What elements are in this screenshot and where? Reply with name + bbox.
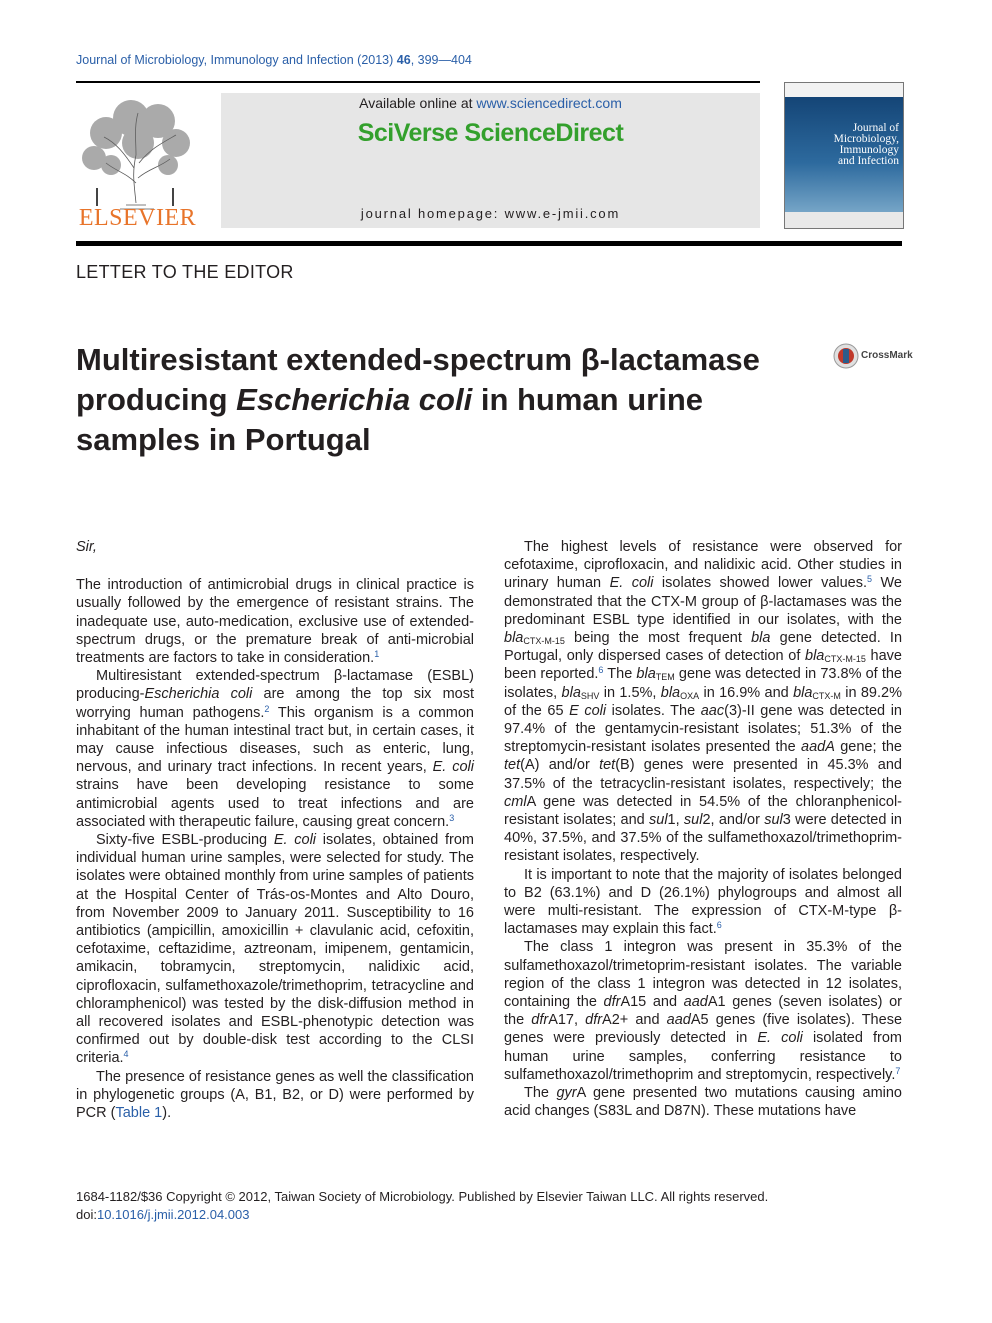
text-run: This organism is a common inhabitant of the human intestinal tract but, in certain cases, it may cause infectious diseases, such as enteric, lung, nervous, and urinary tract infections. In recent years, [76,704,474,776]
text-run: The class 1 integron was present in 35.3% of the sulfamethoxazol/trimetoprim-resistant isolates. The variable region of the class 1 integron was detected in 12 isolates, containing the [504,939,902,1011]
gene-name: bla [504,630,524,647]
gene-name: dfr [603,994,621,1011]
title-line-2-pre: producing [76,382,237,417]
text-run: A17, [548,1012,586,1029]
paragraph [76,831,474,1068]
doi-prefix: doi: [76,1207,97,1222]
text-run: We demonstrated that the CTX-M group of β-lactamases was the predominant ESBL type identified in our isolates, with the [504,575,902,628]
text-run: (3)-II gene was detected in 97.4% of the gentamycin-resistant isolates; 51.3% of the streptomycin-resistant isolates presented the [504,702,902,756]
paragraph [504,938,902,1084]
text-run: Sixty-five ESBL-producing [96,832,274,849]
italic-run: Escherichia coli [144,686,253,703]
copyright-line: 1684-1182/$36 Copyright © 2012, Taiwan Society of Microbiology. Published by Elsevier Taiwan LLC. All rights reserved. [76,1189,769,1204]
cover-top-strip [785,83,903,97]
reference-link[interactable]: 1 [374,649,380,660]
journal-cover-thumbnail [784,82,904,229]
italic-run: E. coli [432,759,474,776]
paragraph [504,866,902,939]
table-1-link[interactable]: Table 1 [115,1105,163,1122]
text-run: have been reported. [504,648,902,683]
gene-name: dfr [585,1012,603,1029]
reference-link[interactable]: 6 [598,665,604,676]
text-run: The [603,666,637,683]
text-run: The [524,1085,557,1102]
gene-name: bla [805,648,825,665]
citation-pages: , 399—404 [410,53,472,67]
gene-name: aadA [801,739,835,756]
paragraph [76,667,474,831]
gene-name: bla [636,666,656,683]
available-online-prefix: Available online at [359,95,477,111]
text-run: A15 and [620,994,684,1011]
body-column-left [76,538,474,1122]
text-run: in 89.2% of the 65 [504,684,902,719]
text-run: strains have been developing resistance to some antimicrobial agents used to treat infections and are associated with therapeutic failure, causing great concern. [76,777,474,830]
journal-homepage[interactable]: journal homepage: www.e-jmii.com [360,206,621,221]
text-run: gene detected. In Portugal, only dispersed cases of detection of [504,630,903,665]
text-run: The introduction of antimicrobial drugs in clinical practice is usually followed by the emergence of resistant strains. The inadequate use, auto-medication, exclusive use of extended-spectrum drugs, or the premature break of anti-microbial treatments are factors to take in consideration. [76,577,474,667]
salutation [76,538,474,556]
cover-title-line: and Infection [838,155,899,167]
text-run: A5 genes (five isolates). These genes were previously detected in [504,1012,903,1047]
text-run: gene; the [834,739,902,756]
section-label: LETTER TO THE EDITOR [76,262,294,282]
text-run: The presence of resistance genes as well the classification in phylogenetic groups (A, B1, B2, or D) were performed by PCR ( [76,1068,474,1122]
gene-name: aad [666,1012,691,1029]
gene-name: bla [751,630,771,647]
text-run: isolates. The [606,702,701,719]
text-run: being the most frequent [564,630,752,647]
gene-name: bla [793,684,813,701]
doi-line [76,1206,768,1224]
gene-name: tet [504,757,521,774]
text-run: gene was detected in 73.8% of the isolates, [504,666,902,701]
gene-subscript: SHV [580,690,600,701]
text-run: A1 genes (seven isolates) or the [504,994,902,1029]
text-run: are among the top six most worrying human pathogens. [76,686,474,721]
available-online [221,95,760,111]
title-line-1: Multiresistant extended-spectrum β-lactamase [76,342,760,377]
gene-name: tet [599,757,616,774]
text-run: A2+ and [602,1012,667,1029]
gene-subscript: TEM [655,672,675,683]
gene-name: sul [649,812,668,829]
text-run: 3 were detected in 40%, 37.5%, and 37.5% of the sulfamethoxazol/trimethoprim-resistant isolates, respectively. [504,812,902,865]
title-line-2-post: in human urine [472,382,704,417]
text-run: isolated from human urine samples, conferring resistance to sulfamethoxazol/trimethoprim and streptomycin, respectively. [504,1030,902,1083]
gene-name: aac [700,702,725,719]
reference-link[interactable]: 5 [867,574,873,585]
paragraph [504,1084,902,1120]
text-run: in 16.9% and [699,684,794,701]
body-column-right [504,538,902,1121]
text-run: A gene presented two mutations causing amino acid changes (S83L and D87N). These mutations have [504,1085,902,1120]
header-top-rule [76,81,760,83]
text-run: (B) genes were presented in 45.3% and 37.5% of the tetracyclin-resistant isolates, respectively; the [504,757,902,792]
italic-run: E. coli [273,832,317,849]
cover-title [799,123,899,167]
copyright-footer [76,1188,768,1224]
paragraph [76,576,474,667]
crossmark-label[interactable]: CrossMark [861,350,913,361]
header-bottom-rule [76,241,902,246]
text-run: in 1.5%, [599,684,661,701]
gene-name: sul [764,812,783,829]
gene-subscript: CTX-M [812,690,841,701]
reference-link[interactable]: 6 [716,920,722,931]
cover-title-line: Immunology [839,144,899,156]
text-run: 2, and/or [702,812,765,829]
paragraph [76,1068,474,1123]
citation-volume: 46 [396,53,411,67]
gene-name: cml [504,793,527,810]
salutation-text: Sir, [76,539,97,555]
gene-name: dfr [531,1012,549,1029]
gene-name: bla [660,684,681,701]
reference-link[interactable]: 4 [123,1049,129,1060]
text-run: It is important to note that the majority of isolates belonged to B2 (63.1%) and D (26.1%) phylogroups and almost all were multi-resistant. The expression of CTX-M-type β-lactamases may explain this fact. [504,866,902,938]
title-line-2 [76,380,816,420]
gene-name: aad [683,994,708,1011]
reference-link[interactable]: 3 [449,812,455,823]
title-line-3: samples in Portugal [76,422,371,457]
citation-text: Journal of Microbiology, Immunology and Infection (2013) [76,53,397,67]
article-title [76,340,816,460]
sciverse-brand: SciVerse ScienceDirect [357,119,624,147]
italic-run: E. coli [609,575,654,592]
text-run: ). [162,1105,172,1122]
gene-subscript: OXA [680,690,700,701]
text-run: isolates showed lower values. [653,575,868,592]
text-run: The highest levels of resistance were observed for cefotaxime, ciprofloxacin, and nalidixic acid. Other studies in urinary human [504,539,902,592]
cover-footer-strip [785,212,903,228]
text-run: 1, [667,812,684,829]
journal-citation[interactable] [76,53,472,67]
title-species: Escherichia coli [236,382,473,417]
elsevier-wordmark: ELSEVIER [78,205,197,231]
doi-link[interactable]: 10.1016/j.jmii.2012.04.003 [96,1207,250,1222]
italic-run: E coli [569,702,607,719]
text-run: Multiresistant extended-spectrum β-lactamase (ESBL) producing- [76,668,474,703]
journal-header-box [221,93,760,228]
gene-subscript: CTX-M-15 [523,636,565,647]
reference-link[interactable]: 2 [264,703,270,714]
text-run: A gene was detected in 54.5% of the chloranphenicol-resistant isolates; and [504,793,902,829]
gene-subscript: CTX-M-15 [824,654,866,665]
gene-name: gyr [556,1085,577,1102]
sciencedirect-link[interactable]: www.sciencedirect.com [476,95,622,111]
paragraph [504,538,902,866]
reference-link[interactable]: 7 [895,1065,901,1076]
italic-run: E. coli [757,1030,803,1047]
gene-name: sul [683,812,703,829]
gene-name: bla [561,684,581,701]
text-run: isolates, obtained from individual human urine samples, were selected for study. The isolates were obtained monthly from urine samples of patients at the Hospital Center of Trás-os-Montes and Alto Douro, from November 2009 to January 2011. Susceptibility to 16 antibiotics (ampicillin, amoxicillin + clavulanic acid, cefoxitin, cefotaxime, ceftazidime, aztreonam, imipenem, gentamicin, amikacin, tobramycin, streptomycin, nalidixic acid, ciprofloxacin, sulfamethoxazole/trimethoprim, tetracycline and chloramphenicol) was tested by the disk-diffusion method in all recovered isolates and ESBL-phenotypic detection was confirmed out by double-disk test according to the CLSI criteria. [76,832,474,1067]
text-run: (A) and/or [520,757,600,774]
cover-title-line: Microbiology, [833,133,899,145]
cover-title-line: Journal of [852,122,899,134]
